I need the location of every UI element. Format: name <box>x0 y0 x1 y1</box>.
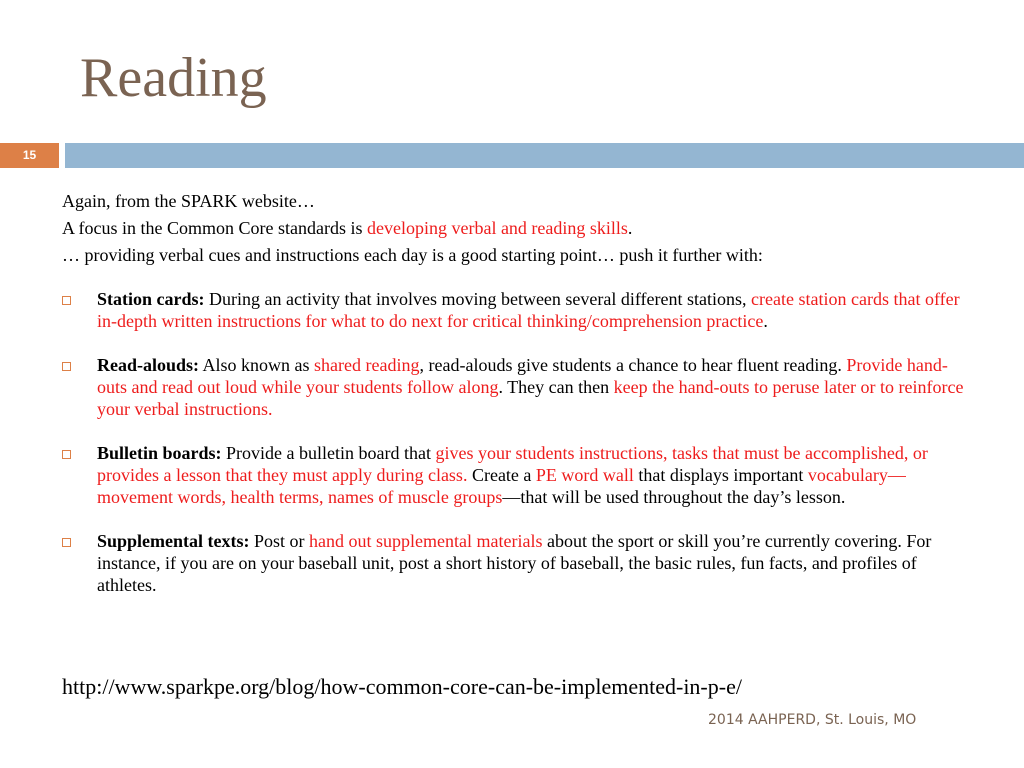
bullet-text: Post or <box>249 531 310 551</box>
bullet-label: Station cards: <box>97 289 205 309</box>
bullet-emphasis: keep the hand-outs to peruse later or to reinforce your verbal instructions. <box>97 377 964 419</box>
bullet-text: Also known as <box>199 355 315 375</box>
intro-line-1: Again, from the SPARK website… <box>62 191 315 211</box>
bullet-text: During an activity that involves moving between several different stations, <box>204 289 752 309</box>
intro-line-3: … providing verbal cues and instructions each day is a good starting point… push it further with: <box>62 245 763 265</box>
bullet-emphasis: hand out supplemental materials <box>309 531 543 551</box>
square-bullet-icon <box>62 296 71 305</box>
bullet-label: Read-alouds: <box>97 355 200 375</box>
intro-text <box>62 188 982 269</box>
bullet-item-supplemental-texts <box>62 530 972 596</box>
bullet-item-read-alouds <box>62 354 972 420</box>
bullet-emphasis: Provide hand-outs and read out loud while your students follow along <box>97 355 948 397</box>
intro-line-2-end: . <box>627 218 633 238</box>
intro-line-2-text: A focus in the Common Core standards is <box>62 218 367 238</box>
bullet-label: Bulletin boards: <box>97 443 222 463</box>
bullet-item-station-cards <box>62 288 972 332</box>
bullet-emphasis: vocabulary—movement words, health terms, names of muscle groups <box>97 465 906 507</box>
bullet-text: —that will be used throughout the day’s lesson. <box>502 487 846 507</box>
bullet-text: . They can then <box>498 377 614 397</box>
slide-title: Reading <box>80 47 267 109</box>
header-bar <box>65 143 1024 168</box>
bullet-text: that displays important <box>633 465 808 485</box>
bullet-emphasis: gives your students instructions, tasks that must be accomplished, or provides a lesson that they must apply during class. <box>97 443 928 485</box>
square-bullet-icon <box>62 538 71 547</box>
slide-number: 15 <box>0 143 59 168</box>
bullet-text: . <box>763 311 768 331</box>
bullet-item-bulletin-boards <box>62 442 972 508</box>
intro-line-2 <box>62 215 982 242</box>
footer-text: 2014 AAHPERD, St. Louis, MO <box>708 712 917 728</box>
bullet-text: , read-alouds give students a chance to hear fluent reading. <box>419 355 847 375</box>
intro-line-2-emphasis: developing verbal and reading skills <box>366 218 628 238</box>
source-url: http://www.sparkpe.org/blog/how-common-core-can-be-implemented-in-p-e/ <box>62 674 742 699</box>
bullet-emphasis: shared reading <box>314 355 420 375</box>
bullet-text: Create a <box>467 465 536 485</box>
bullet-text: about the sport or skill you’re currently covering. For instance, if you are on your baseball unit, post a short history of baseball, the basic rules, fun facts, and profiles of athletes. <box>97 531 932 595</box>
square-bullet-icon <box>62 362 71 371</box>
bullet-emphasis: PE word wall <box>535 465 634 485</box>
bullet-text: Provide a bulletin board that <box>221 443 436 463</box>
bullet-emphasis: create station cards that offer in-depth written instructions for what to do next for critical thinking/comprehension practice <box>97 289 960 331</box>
bullet-label: Supplemental texts: <box>97 531 250 551</box>
square-bullet-icon <box>62 450 71 459</box>
bullet-list <box>62 288 972 618</box>
